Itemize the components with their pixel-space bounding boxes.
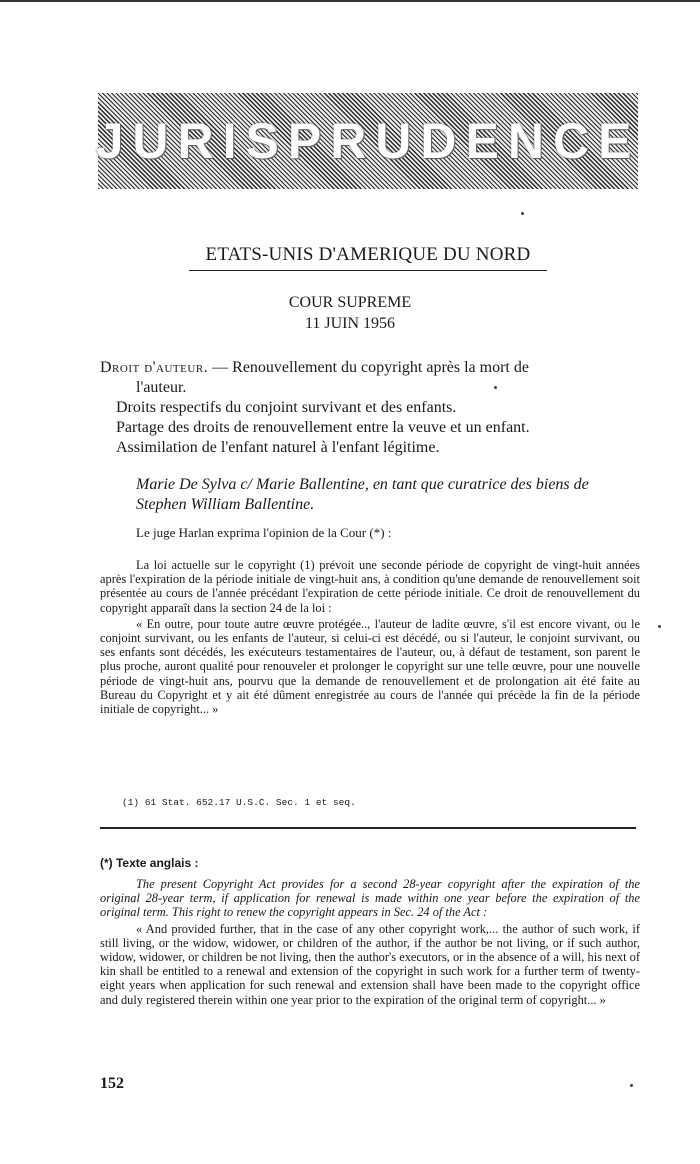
- country-title-underline: [189, 270, 547, 271]
- scan-speck: [630, 1084, 633, 1087]
- scan-speck: [521, 212, 524, 215]
- summary-line-3: Partage des droits de renouvellement entre la veuve et un enfant.: [116, 419, 530, 436]
- court-name: COUR SUPREME: [288, 294, 412, 311]
- banner-title: JURISPRUDENCE: [95, 113, 641, 169]
- summary-line-1-text: — Renouvellement du copyright après la mort de: [208, 359, 529, 376]
- french-text: [100, 558, 640, 716]
- judge-intro: Le juge Harlan exprima l'opinion de la Cour (*) :: [136, 525, 392, 540]
- summary-line-1: [100, 358, 642, 378]
- french-quote: « En outre, pour toute autre œuvre protégée.., l'auteur de ladite œuvre, s'il est encore vivant, ou le conjoint survivant, ou les enfants de l'auteur, si celui-ci est décédé, ou si l'auteur, le conjoint survivant, ou ses enfants sont décédés, les exécuteurs testamentaires de l'auteur, ou, à défaut de testament, son parent le plus proche, auront qualité pour renouveler et prolonger le copyright sur une telle œuvre, pour une nouvelle période de vingt-huit ans, pourvu que la demande de renouvellement et de prolongation ait été faite au Bureau du Copyright et y ait été dûment enregistrée au cours de l'année qui précède la fin de la période initiale de copyright... »: [100, 616, 640, 717]
- top-border-line: [0, 0, 700, 2]
- summary-line-4: Assimilation de l'enfant naturel à l'enfant légitime.: [116, 439, 440, 456]
- page-number: 152: [100, 1075, 124, 1092]
- english-quote: « And provided further, that in the case of any other copyright work,... the author of such work, if still living, or the widow, widower, or children of the author, if the author be not living, or if such author, widow, widower, or children be not living, then the author's executors, or in the absence of a will, his next of kin shall be entitled to a renewal and extension of the copyright in such work for a further term of twenty-eight years when application for such renewal and extension shall have been made to the copyright office and duly registered therein within one year prior to the expiration of the original term of copyright... »: [100, 921, 640, 1007]
- scan-speck: [658, 625, 661, 628]
- case-parties: Marie De Sylva c/ Marie Ballentine, en tant que curatrice des biens de Stephen William Ballentine.: [136, 476, 589, 513]
- summary-label: Droit d'auteur.: [100, 359, 209, 376]
- summary-line-1-continued: l'auteur.: [136, 379, 187, 396]
- country-title: ETATS-UNIS D'AMERIQUE DU NORD: [205, 244, 531, 265]
- english-text-title: (*) Texte anglais :: [100, 856, 199, 870]
- court-date: 11 JUIN 1956: [304, 315, 396, 332]
- section-banner: [95, 93, 641, 189]
- case-summary: [100, 358, 642, 458]
- english-text: [100, 877, 640, 1007]
- summary-line-2: Droits respectifs du conjoint survivant et des enfants.: [116, 399, 457, 416]
- english-paragraph-1: The present Copyright Act provides for a second 28-year copyright after the expiration of the original 28-year term, if application for renewal is made within one year before the expiration of the original term. This right to renew the copyright appears in Sec. 24 of the Act :: [100, 877, 640, 920]
- french-paragraph-1: La loi actuelle sur le copyright (1) prévoit une seconde période de copyright de vingt-huit années après l'expiration de la période initiale de vingt-huit ans, à condition qu'une demande de renouvellement soit présentée au cours de l'année précédant l'expiration de cette période initiale. Ce droit de renouvellement du copyright apparaît dans la section 24 de la loi :: [100, 558, 640, 615]
- footnote-separator: [100, 827, 636, 829]
- footnote-1: (1) 61 Stat. 652.17 U.S.C. Sec. 1 et seq.: [122, 797, 356, 808]
